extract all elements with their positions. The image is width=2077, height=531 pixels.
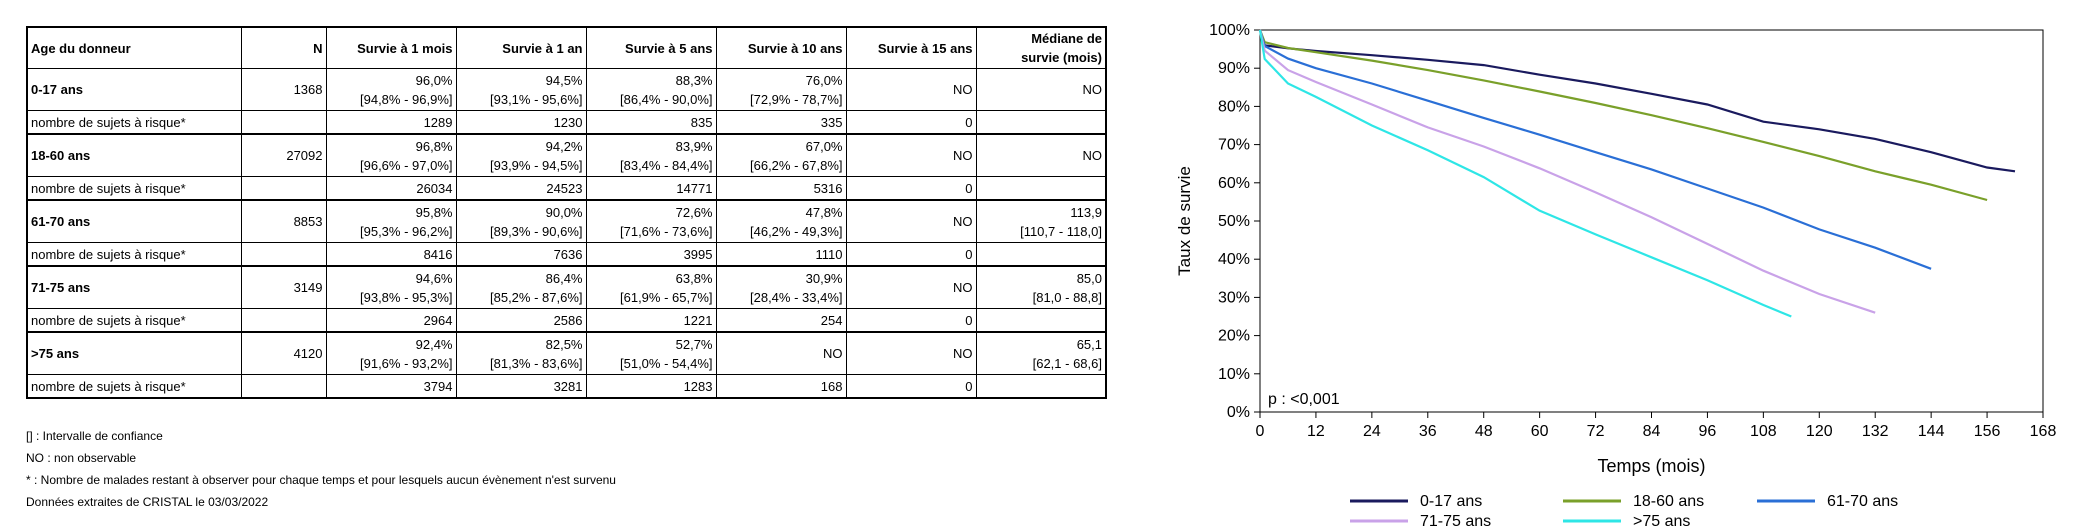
- x-tick-label: 48: [1474, 423, 1493, 440]
- survival-chart: [1150, 0, 2077, 531]
- risk-count: 835: [586, 111, 716, 135]
- y-tick-label: 30%: [1217, 289, 1250, 307]
- y-tick-label: 50%: [1217, 213, 1250, 230]
- risk-count: [976, 375, 1106, 399]
- survival-cell: [846, 266, 976, 309]
- survival-cell: [716, 69, 846, 111]
- age-group-label: >75 ans: [27, 332, 241, 375]
- survival-value: NO: [953, 346, 973, 361]
- table-body: [27, 69, 1106, 399]
- confidence-interval: [81,3% - 83,6%]: [490, 355, 583, 371]
- y-tick-label: 10%: [1217, 365, 1250, 383]
- x-tick-label: 168: [2029, 423, 2057, 440]
- survival-value: 82,5%: [545, 336, 583, 352]
- y-tick-label: 20%: [1217, 327, 1250, 345]
- survival-value: 76,0%: [805, 72, 843, 88]
- p-value-annotation: p : <0,001: [1268, 391, 1340, 408]
- survival-value: 65,1: [1076, 336, 1102, 352]
- table-row: [27, 69, 1106, 111]
- age-group-label: 0-17 ans: [27, 69, 241, 111]
- risk-count: 3794: [326, 375, 456, 399]
- survival-value: 63,8%: [675, 270, 713, 286]
- confidence-interval: [93,1% - 95,6%]: [490, 91, 583, 107]
- confidence-interval: [94,8% - 96,9%]: [360, 91, 453, 107]
- group-count: 8853: [241, 200, 326, 243]
- age-group-label: 18-60 ans: [27, 134, 241, 177]
- risk-label: nombre de sujets à risque*: [27, 309, 241, 333]
- survival-value: 67,0%: [805, 138, 843, 154]
- confidence-interval: [89,3% - 90,6%]: [490, 223, 583, 239]
- risk-empty-cell: [241, 243, 326, 267]
- confidence-interval: [81,0 - 88,8]: [1032, 289, 1102, 305]
- survival-cell: [456, 332, 586, 375]
- risk-label: nombre de sujets à risque*: [27, 375, 241, 399]
- column-header-n: N: [241, 27, 326, 69]
- group-count: 3149: [241, 266, 326, 309]
- survival-cell: [716, 266, 846, 309]
- survival-value: NO: [953, 148, 973, 163]
- series-line-2: [1260, 30, 1931, 269]
- confidence-interval: [46,2% - 49,3%]: [750, 223, 843, 239]
- risk-count: 5316: [716, 177, 846, 201]
- risk-count: [976, 243, 1106, 267]
- survival-value: 96,0%: [415, 72, 453, 88]
- y-tick-label: 70%: [1217, 136, 1250, 154]
- risk-empty-cell: [241, 177, 326, 201]
- risk-count: 1289: [326, 111, 456, 135]
- confidence-interval: [83,4% - 84,4%]: [620, 157, 713, 173]
- confidence-interval: [96,6% - 97,0%]: [360, 157, 453, 173]
- x-tick-label: 108: [1750, 423, 1777, 440]
- confidence-interval: [93,8% - 95,3%]: [360, 289, 453, 305]
- risk-label: nombre de sujets à risque*: [27, 177, 241, 201]
- survival-value: NO: [953, 214, 973, 229]
- survival-value: 95,8%: [415, 204, 453, 220]
- series-line-3: [1260, 30, 1875, 313]
- confidence-interval: [86,4% - 90,0%]: [620, 91, 713, 107]
- risk-count: 14771: [586, 177, 716, 201]
- risk-label: nombre de sujets à risque*: [27, 243, 241, 267]
- risk-count: [976, 111, 1106, 135]
- survival-cell: [716, 134, 846, 177]
- risk-row: [27, 375, 1106, 399]
- survival-value: 94,2%: [545, 138, 583, 154]
- y-tick-label: 0%: [1226, 404, 1250, 421]
- risk-count: 0: [846, 375, 976, 399]
- footnotes: [26, 425, 616, 513]
- risk-count: 3995: [586, 243, 716, 267]
- survival-value: 47,8%: [805, 204, 843, 220]
- y-tick-label: 90%: [1217, 60, 1250, 78]
- legend-label: 61-70 ans: [1827, 493, 1899, 510]
- survival-cell: [456, 134, 586, 177]
- column-header-1-month: Survie à 1 mois: [326, 27, 456, 69]
- table-row: [27, 332, 1106, 375]
- legend-label: >75 ans: [1633, 513, 1691, 530]
- risk-count: 1221: [586, 309, 716, 333]
- y-axis-label: Taux de survie: [1175, 166, 1194, 276]
- risk-count: 24523: [456, 177, 586, 201]
- confidence-interval: [62,1 - 68,6]: [1032, 355, 1102, 371]
- x-tick-label: 72: [1586, 423, 1605, 440]
- survival-cell: [586, 134, 716, 177]
- confidence-interval: [71,6% - 73,6%]: [620, 223, 713, 239]
- group-count: 1368: [241, 69, 326, 111]
- x-tick-label: 36: [1418, 423, 1437, 440]
- confidence-interval: [28,4% - 33,4%]: [750, 289, 843, 305]
- survival-value: 72,6%: [675, 204, 713, 220]
- footnote-subjects-at-risk: * : Nombre de malades restant à observer pour chaque temps et pour lesquels aucun évènement n'est survenu: [26, 473, 616, 487]
- survival-value: 90,0%: [545, 204, 583, 220]
- survival-cell: [846, 69, 976, 111]
- survival-cell: [846, 134, 976, 177]
- survival-cell: [976, 266, 1106, 309]
- survival-table: [26, 26, 1107, 399]
- x-tick-label: 24: [1362, 423, 1381, 440]
- survival-cell: [326, 134, 456, 177]
- confidence-interval: [61,9% - 65,7%]: [620, 289, 713, 305]
- column-header-1-year: Survie à 1 an: [456, 27, 586, 69]
- footnote-not-observable: NO : non observable: [26, 451, 137, 465]
- confidence-interval: [85,2% - 87,6%]: [490, 289, 583, 305]
- legend-label: 0-17 ans: [1420, 493, 1483, 510]
- risk-count: 335: [716, 111, 846, 135]
- survival-cell: [456, 200, 586, 243]
- survival-cell: [976, 200, 1106, 243]
- survival-cell: [976, 134, 1106, 177]
- risk-count: 0: [846, 177, 976, 201]
- survival-value: 85,0: [1076, 270, 1102, 286]
- survival-cell: [326, 200, 456, 243]
- confidence-interval: [66,2% - 67,8%]: [750, 157, 843, 173]
- risk-count: [976, 177, 1106, 201]
- risk-count: 168: [716, 375, 846, 399]
- survival-value: 88,3%: [675, 72, 713, 88]
- risk-count: 1283: [586, 375, 716, 399]
- survival-cell: [456, 266, 586, 309]
- risk-empty-cell: [241, 375, 326, 399]
- risk-count: 2586: [456, 309, 586, 333]
- survival-value: 94,5%: [545, 72, 583, 88]
- confidence-interval: [110,7 - 118,0]: [1020, 223, 1102, 239]
- confidence-interval: [72,9% - 78,7%]: [750, 91, 843, 107]
- survival-value: 94,6%: [415, 270, 453, 286]
- survival-value: 86,4%: [545, 270, 583, 286]
- table-row: [27, 266, 1106, 309]
- age-group-label: 61-70 ans: [27, 200, 241, 243]
- footnote-data-source: Données extraites de CRISTAL le 03/03/2022: [26, 495, 269, 509]
- risk-count: 0: [846, 111, 976, 135]
- survival-cell: [976, 332, 1106, 375]
- risk-empty-cell: [241, 111, 326, 135]
- survival-value: NO: [823, 346, 843, 361]
- survival-cell: [976, 69, 1106, 111]
- survival-value: 96,8%: [415, 138, 453, 154]
- risk-empty-cell: [241, 309, 326, 333]
- survival-cell: [846, 200, 976, 243]
- survival-value: NO: [953, 280, 973, 295]
- x-tick-label: 120: [1805, 423, 1833, 440]
- survival-cell: [716, 332, 846, 375]
- risk-label: nombre de sujets à risque*: [27, 111, 241, 135]
- survival-value: 83,9%: [675, 138, 713, 154]
- risk-count: 0: [846, 309, 976, 333]
- plot-frame: [1260, 30, 2043, 412]
- risk-count: 26034: [326, 177, 456, 201]
- median-header-line-2: survie (mois): [1021, 50, 1102, 65]
- risk-count: 0: [846, 243, 976, 267]
- risk-count: 1230: [456, 111, 586, 135]
- risk-count: 2964: [326, 309, 456, 333]
- risk-count: 1110: [716, 243, 846, 267]
- x-tick-label: 12: [1307, 423, 1325, 440]
- survival-value: 30,9%: [805, 270, 843, 286]
- y-tick-label: 40%: [1217, 251, 1250, 269]
- x-axis-label: Temps (mois): [1597, 456, 1706, 476]
- y-tick-label: 60%: [1217, 174, 1250, 192]
- confidence-interval: [95,3% - 96,2%]: [360, 223, 453, 239]
- survival-cell: [846, 332, 976, 375]
- table-row: [27, 200, 1106, 243]
- confidence-interval: [93,9% - 94,5%]: [490, 157, 583, 173]
- confidence-interval: [51,0% - 54,4%]: [620, 355, 713, 371]
- column-header-5-years: Survie à 5 ans: [586, 27, 716, 69]
- survival-value: 52,7%: [675, 336, 713, 352]
- legend-label: 18-60 ans: [1633, 493, 1705, 510]
- table-row: [27, 134, 1106, 177]
- x-tick-label: 96: [1698, 423, 1717, 440]
- survival-cell: [586, 332, 716, 375]
- group-count: 27092: [241, 134, 326, 177]
- y-tick-label: 100%: [1209, 22, 1250, 39]
- footnote-confidence-interval: [] : Intervalle de confiance: [26, 429, 163, 443]
- survival-value: 113,9: [1070, 204, 1102, 220]
- risk-row: [27, 111, 1106, 135]
- survival-value: NO: [1082, 148, 1102, 163]
- series-line-0: [1260, 30, 2015, 171]
- group-count: 4120: [241, 332, 326, 375]
- risk-count: [976, 309, 1106, 333]
- survival-value: 92,4%: [415, 336, 453, 352]
- x-tick-label: 132: [1861, 423, 1889, 440]
- risk-count: 7636: [456, 243, 586, 267]
- risk-count: 3281: [456, 375, 586, 399]
- x-tick-label: 144: [1917, 423, 1945, 440]
- survival-value: NO: [953, 82, 973, 97]
- x-tick-label: 60: [1530, 423, 1549, 440]
- x-tick-label: 156: [1973, 423, 2001, 440]
- confidence-interval: [91,6% - 93,2%]: [360, 355, 453, 371]
- survival-cell: [326, 332, 456, 375]
- survival-cell: [586, 200, 716, 243]
- survival-cell: [326, 266, 456, 309]
- x-tick-label: 0: [1255, 423, 1265, 440]
- column-header-15-years: Survie à 15 ans: [846, 27, 976, 69]
- column-header-median: [976, 27, 1106, 69]
- survival-cell: [456, 69, 586, 111]
- x-tick-label: 84: [1642, 423, 1661, 440]
- risk-row: [27, 177, 1106, 201]
- age-group-label: 71-75 ans: [27, 266, 241, 309]
- risk-row: [27, 243, 1106, 267]
- risk-row: [27, 309, 1106, 333]
- median-header-line-1: Médiane de: [1031, 31, 1102, 46]
- survival-cell: [326, 69, 456, 111]
- risk-count: 8416: [326, 243, 456, 267]
- column-header-age: Age du donneur: [27, 27, 241, 69]
- table-header-row: [27, 27, 1106, 69]
- column-header-10-years: Survie à 10 ans: [716, 27, 846, 69]
- survival-cell: [586, 266, 716, 309]
- survival-value: NO: [1082, 82, 1102, 97]
- survival-cell: [586, 69, 716, 111]
- risk-count: 254: [716, 309, 846, 333]
- legend-label: 71-75 ans: [1420, 513, 1492, 530]
- survival-cell: [716, 200, 846, 243]
- y-tick-label: 80%: [1217, 98, 1250, 116]
